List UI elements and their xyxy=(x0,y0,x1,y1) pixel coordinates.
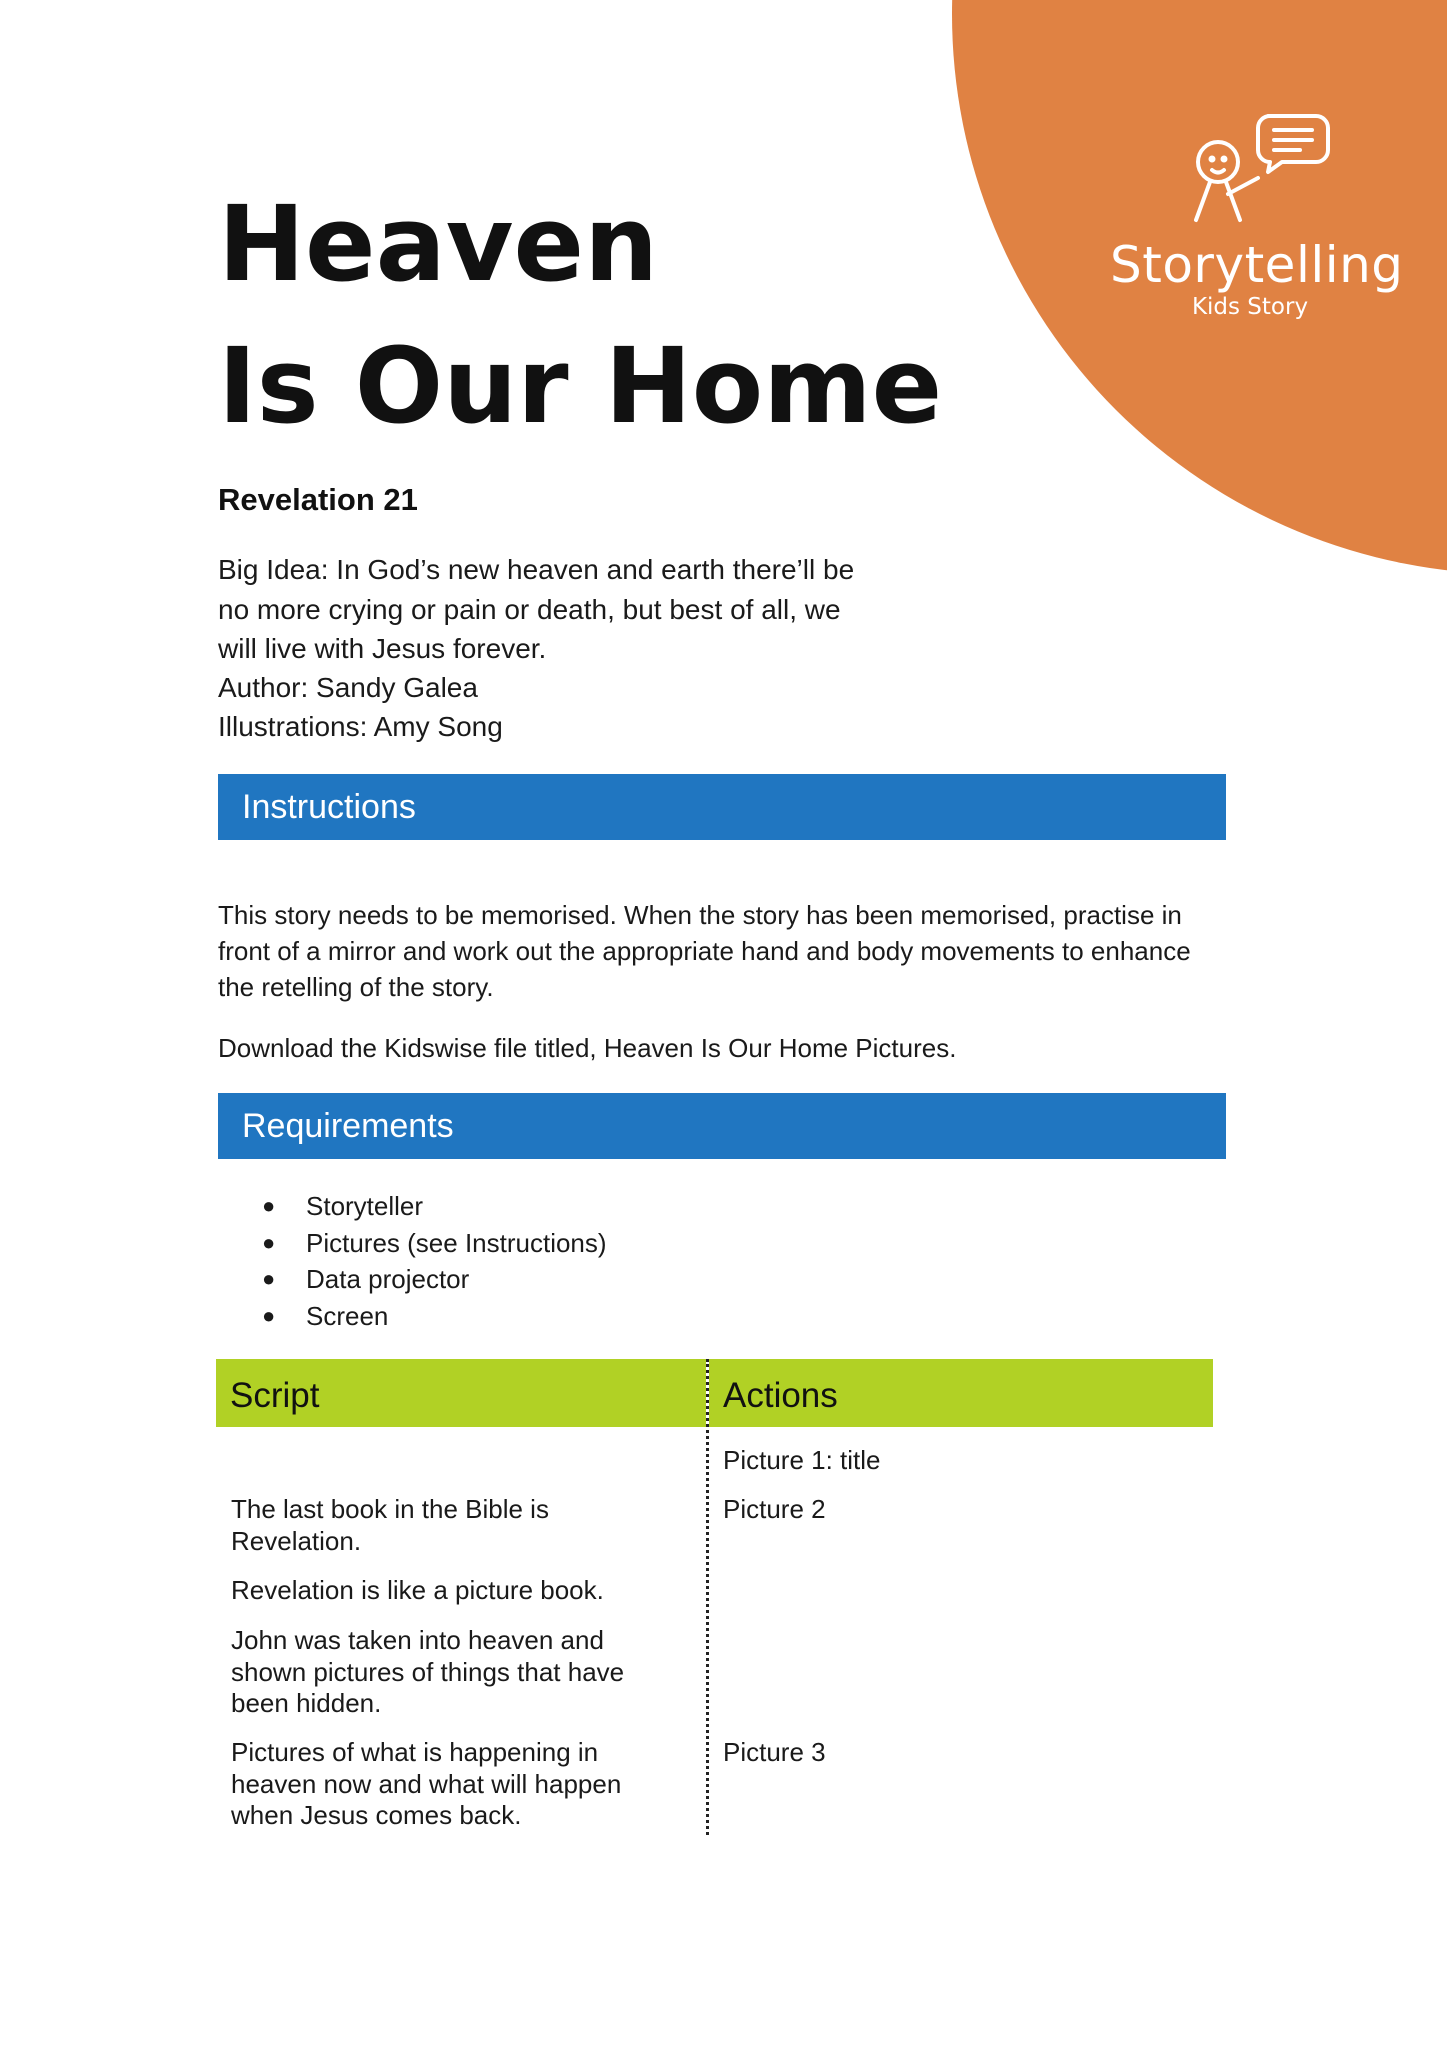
script-cell: Pictures of what is happening in heaven now and what will happen when Jesus comes back. xyxy=(231,1737,622,1830)
illustrations-line: Illustrations: Amy Song xyxy=(218,711,503,742)
script-cell: John was taken into heaven and shown pictures of things that have been hidden. xyxy=(231,1625,625,1718)
script-column-header: Script xyxy=(216,1359,706,1427)
bullet-icon: ● xyxy=(262,1266,276,1291)
bible-reference: Revelation 21 xyxy=(218,482,418,517)
requirements-heading: Requirements xyxy=(218,1093,1226,1159)
action-cell: Picture 1: title xyxy=(723,1445,881,1475)
bullet-icon: ● xyxy=(262,1229,276,1255)
bullet-icon: ● xyxy=(262,1193,276,1218)
author-line: Author: Sandy Galea xyxy=(218,672,478,703)
storytelling-logo xyxy=(1110,110,1404,320)
big-idea-line-3: will live with Jesus forever. xyxy=(218,633,547,664)
big-idea-line-1: Big Idea: In God’s new heaven and earth there’ll be xyxy=(218,554,855,585)
action-cell: Picture 2 xyxy=(723,1494,826,1524)
list-item xyxy=(262,1261,607,1298)
script-cell: The last book in the Bible is Revelation. xyxy=(231,1494,549,1556)
storyteller-speech-bubble-icon xyxy=(1170,110,1330,230)
requirements-list xyxy=(262,1188,607,1334)
list-item-label: Data projector xyxy=(306,1264,470,1294)
page-title-line-2: Is Our Home xyxy=(218,325,943,447)
list-item xyxy=(262,1188,607,1225)
column-divider xyxy=(706,1359,709,1835)
logo-subtitle: Kids Story xyxy=(1191,294,1309,320)
list-item-label: Screen xyxy=(306,1300,389,1331)
big-idea-line-2: no more crying or pain or death, but best of all, we xyxy=(218,594,841,625)
download-note: Download the Kidswise file titled, Heaven Is Our Home Pictures. xyxy=(218,1033,957,1063)
instructions-heading: Instructions xyxy=(218,774,1226,840)
script-cell: Revelation is like a picture book. xyxy=(231,1575,604,1605)
instructions-paragraph: This story needs to be memorised. When the story has been memorised, practise in front of a mirror and work out the appropriate hand and body movements to enhance the retelling of the story. xyxy=(218,900,1191,1002)
actions-column-header: Actions xyxy=(709,1359,1213,1427)
bullet-icon: ● xyxy=(262,1302,276,1328)
list-item-label: Pictures (see Instructions) xyxy=(306,1227,607,1258)
logo-title: Storytelling xyxy=(1110,236,1404,294)
list-item xyxy=(262,1225,607,1262)
list-item xyxy=(262,1298,607,1335)
page-title-line-1: Heaven xyxy=(218,183,659,305)
list-item-label: Storyteller xyxy=(306,1191,424,1221)
action-cell: Picture 3 xyxy=(723,1737,826,1767)
